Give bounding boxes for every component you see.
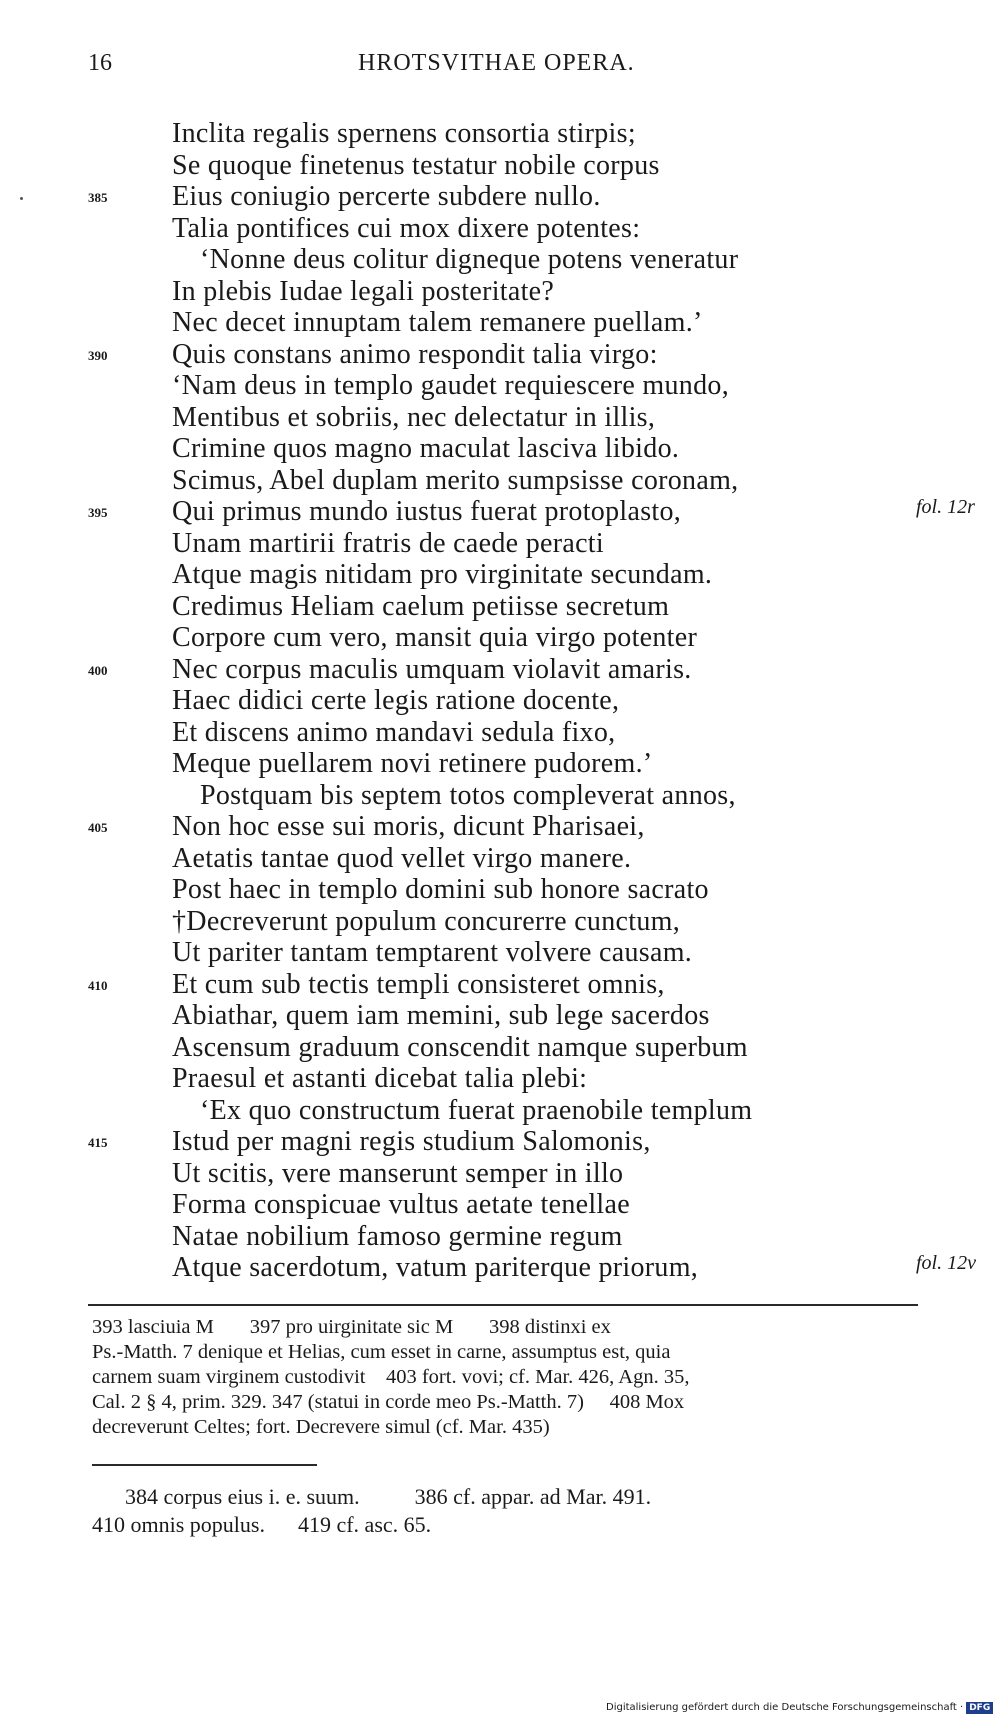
verse-line: [0, 528, 1000, 560]
verse-line: [0, 181, 1000, 213]
verse-line: [0, 685, 1000, 717]
verse-text: Quis constans animo respondit talia virgo:: [172, 338, 658, 370]
verse-text: Natae nobilium famoso germine regum: [172, 1220, 623, 1252]
verse-text: Abiathar, quem iam memini, sub lege sacerdos: [172, 1000, 710, 1031]
verse-line: [0, 748, 1000, 780]
source-notes: [92, 1483, 917, 1539]
verse-line: [0, 276, 1000, 308]
verse-text: Ut scitis, vere manserunt semper in illo: [172, 1157, 624, 1189]
verse-text: Meque puellarem novi retinere pudorem.’: [172, 748, 653, 779]
verse-text: Atque magis nitidam pro virginitate secundam.: [172, 559, 713, 590]
verse-line: [0, 433, 1000, 465]
verse-number: 385: [88, 190, 108, 205]
verse-text: Postquam bis septem totos compleverat annos,: [200, 779, 736, 811]
verse-line: [0, 969, 1000, 1001]
folio-marker: fol. 12v: [916, 1252, 976, 1274]
verse-text: Scimus, Abel duplam merito sumpsisse coronam,: [172, 464, 739, 496]
verse-line: [0, 339, 1000, 371]
verse-text: †Decreverunt populum concurerre cunctum,: [172, 905, 681, 937]
verse-line: [0, 150, 1000, 182]
verse-number: 395: [88, 505, 108, 520]
verse-line: [0, 496, 1000, 528]
verse-line: [0, 1000, 1000, 1032]
verse-line: [0, 654, 1000, 686]
verse-text: Mentibus et sobriis, nec delectatur in illis,: [172, 401, 656, 433]
verse-line: [0, 1095, 1000, 1127]
apparatus-line: Ps.-Matth. 7 denique et Helias, cum esset in carne, assumptus est, quia: [92, 1341, 671, 1363]
verse-line: [0, 937, 1000, 969]
verse-line: [0, 1189, 1000, 1221]
verse-number: 400: [88, 662, 108, 678]
source-line: 410 omnis populus. 419 cf. asc. 65.: [92, 1512, 432, 1537]
verse-line: [0, 1126, 1000, 1158]
verse-line: [0, 717, 1000, 749]
verse-line: [0, 213, 1000, 245]
verse-text: Se quoque finetenus testatur nobile corpus: [172, 149, 660, 181]
apparatus-line: decreverunt Celtes; fort. Decrevere simul (cf. Mar. 435): [92, 1416, 550, 1438]
verse-line: [0, 1221, 1000, 1253]
verse-number: 405: [88, 820, 108, 835]
verse-text: ‘Ex quo constructum fuerat praenobile templum: [200, 1094, 753, 1126]
sources-divider: [92, 1464, 317, 1466]
verse-line: [0, 244, 1000, 276]
verse-text: ‘Nam deus in templo gaudet requiescere mundo,: [172, 370, 729, 401]
verse-text: Inclita regalis spernens consortia stirpis;: [172, 118, 636, 149]
verse-text: Ascensum graduum conscendit namque superbum: [172, 1031, 748, 1063]
verse-text: In plebis Iudae legali posteritate?: [172, 275, 555, 307]
apparatus-line: 393 lasciuia M 397 pro uirginitate sic M 398 distinxi ex: [92, 1316, 611, 1338]
verse-text: Nec decet innuptam talem remanere puellam.’: [172, 307, 703, 338]
dfg-logo: DFG: [966, 1702, 993, 1714]
verse-text: Corpore cum vero, mansit quia virgo potenter: [172, 622, 698, 653]
verse-text: Talia pontifices cui mox dixere potentes:: [172, 212, 641, 244]
apparatus-line: carnem suam virginem custodivit 403 fort. vovi; cf. Mar. 426, Agn. 35,: [92, 1366, 690, 1388]
credit-text: Digitalisierung gefördert durch die Deutsche Forschungsgemeinschaft ·: [606, 1702, 964, 1713]
verse-line: [0, 811, 1000, 843]
verse-line: [0, 780, 1000, 812]
verse-text: Unam martirii fratris de caede peracti: [172, 527, 604, 559]
critical-apparatus: [92, 1315, 917, 1440]
verse-text: Ut pariter tantam temptarent volvere causam.: [172, 937, 693, 968]
verse-text: Non hoc esse sui moris, dicunt Pharisaei,: [172, 811, 645, 842]
verse-text: Post haec in templo domini sub honore sacrato: [172, 874, 709, 905]
verse-text: Et discens animo mandavi sedula fixo,: [172, 716, 616, 748]
verse-text: ‘Nonne deus colitur digneque potens veneratur: [200, 244, 739, 275]
apparatus-line: Cal. 2 § 4, prim. 329. 347 (statui in corde meo Ps.-Matth. 7) 408 Mox: [92, 1391, 685, 1413]
verse-text: Qui primus mundo iustus fuerat protoplasto,: [172, 496, 682, 527]
verse-text: Haec didici certe legis ratione docente,: [172, 685, 620, 716]
verse-line: [0, 843, 1000, 875]
verse-text: Credimus Heliam caelum petiisse secretum: [172, 590, 670, 622]
verse-line: [0, 874, 1000, 906]
verse-text: Crimine quos magno maculat lasciva libido.: [172, 433, 680, 464]
verse-line: [0, 559, 1000, 591]
verse-line: [0, 1032, 1000, 1064]
verse-text: Nec corpus maculis umquam violavit amaris.: [172, 653, 692, 685]
verse-text: Istud per magni regis studium Salomonis,: [172, 1126, 651, 1157]
verse-text: Forma conspicuae vultus aetate tenellae: [172, 1189, 630, 1220]
verse-line: [0, 622, 1000, 654]
verse-text: Aetatis tantae quod vellet virgo manere.: [172, 842, 632, 874]
running-head: HROTSVITHAE OPERA.: [358, 50, 635, 76]
verse-line: [0, 118, 1000, 150]
verse-line: [0, 465, 1000, 497]
verse-text: Praesul et astanti dicebat talia plebi:: [172, 1063, 588, 1094]
page-number: 16: [88, 50, 112, 76]
digitization-credit: [606, 1702, 993, 1714]
verse-line: [0, 591, 1000, 623]
page-header: [88, 50, 908, 90]
verse-line: [0, 307, 1000, 339]
verse-line: [0, 1063, 1000, 1095]
verse-line: [0, 1252, 1000, 1284]
verse-number: 390: [88, 347, 108, 363]
verse-line: [0, 1158, 1000, 1190]
apparatus-divider: [88, 1304, 918, 1306]
verse-number: 410: [88, 977, 108, 993]
verse-line: [0, 370, 1000, 402]
verse-line: [0, 402, 1000, 434]
verse-text: Et cum sub tectis templi consisteret omnis,: [172, 968, 665, 1000]
verse-number: 415: [88, 1135, 108, 1150]
source-line: 384 corpus eius i. e. suum. 386 cf. appar. ad Mar. 491.: [92, 1484, 652, 1509]
verse-text: Eius coniugio percerte subdere nullo.: [172, 181, 601, 212]
folio-marker: fol. 12r: [916, 496, 975, 518]
poem-text: [0, 118, 1000, 1284]
verse-text: Atque sacerdotum, vatum pariterque priorum,: [172, 1252, 699, 1283]
verse-line: [0, 906, 1000, 938]
